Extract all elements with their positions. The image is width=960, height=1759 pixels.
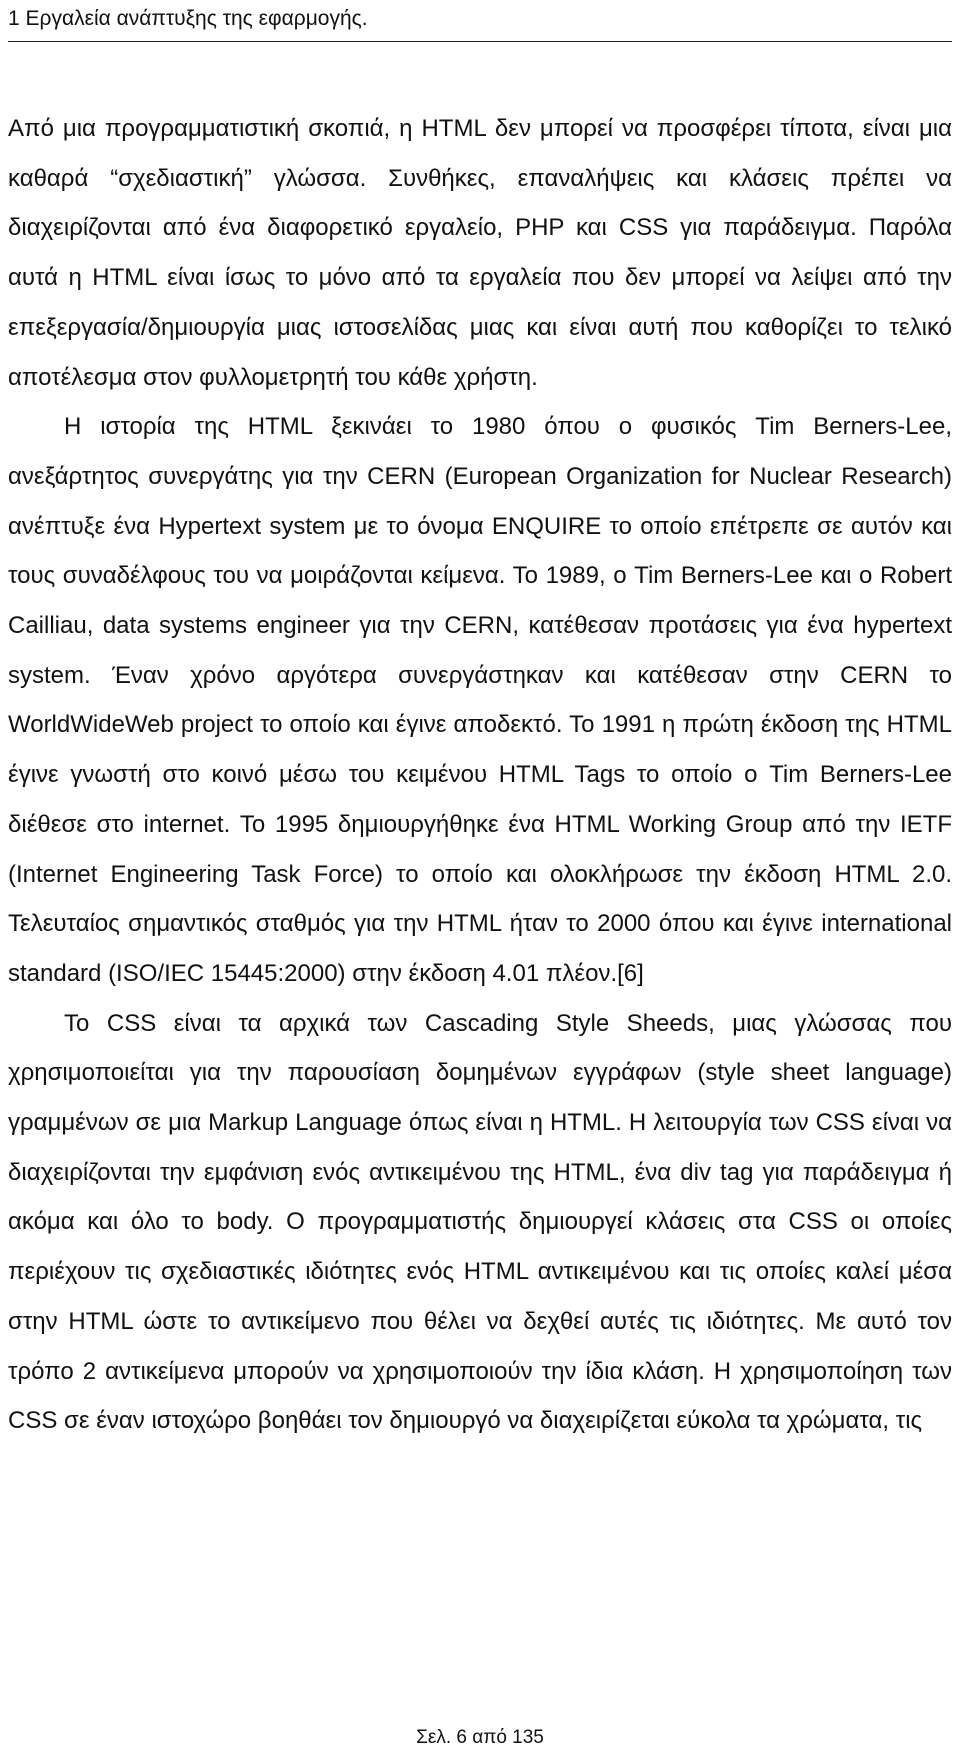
page-header bbox=[8, 0, 952, 42]
document-body bbox=[8, 104, 952, 1446]
paragraph-html-overview: Από μια προγραμματιστική σκοπιά, η HTML δεν μπορεί να προσφέρει τίποτα, είναι μια καθαρά “σχεδιαστική” γλώσσα. Συνθήκες, επαναλήψεις και κλάσεις πρέπει να διαχειρίζονται από ένα διαφορετικό εργαλείο, PHP και CSS για παράδειγμα. Παρόλα αυτά η HTML είναι ίσως το μόνο από τα εργαλεία που δεν μπορεί να λείψει από την επεξεργασία/δημιουργία μιας ιστοσελίδας μιας και είναι αυτή που καθορίζει το τελικό αποτέλεσμα στον φυλλομετρητή του κάθε χρήστη. bbox=[8, 115, 952, 391]
chapter-title: 1 Εργαλεία ανάπτυξης της εφαρμογής. bbox=[8, 7, 368, 30]
paragraph-html-history: Η ιστορία της HTML ξεκινάει το 1980 όπου ο φυσικός Tim Berners-Lee, ανεξάρτητος συνεργάτης για την CERN (European Organization for Nuclear Research) ανέπτυξε ένα Hypertext system με το όνομα ENQUIRE το οποίο επέτρεπε σε αυτόν και τους συναδέλφους του να μοιράζονται κείμενα. Το 1989, ο Tim Berners-Lee και ο Robert Cailliau, data systems engineer για την CERN, κατέθεσαν προτάσεις για ένα hypertext system. Έναν χρόνο αργότερα συνεργάστηκαν και κατέθεσαν στην CERN το WorldWideWeb project το οποίο και έγινε αποδεκτό. Το 1991 η πρώτη έκδοση της HTML έγινε γνωστή στο κοινό μέσω του κειμένου HTML Tags το οποίο ο Tim Berners-Lee διέθεσε στο internet. Το 1995 δημιουργήθηκε ένα HTML Working Group από την IETF (Internet Engineering Task Force) το οποίο και ολοκλήρωσε την έκδοση HTML 2.0. Τελευταίος σημαντικός σταθμός για την HTML ήταν το 2000 όπου και έγινε international standard (ISO/IEC 15445:2000) στην έκδοση 4.01 πλέον.[6] bbox=[8, 413, 953, 987]
paragraph-css-overview: Το CSS είναι τα αρχικά των Cascading Style Sheeds, μιας γλώσσας που χρησιμοποιείται για την παρουσίαση δομημένων εγγράφων (style sheet language) γραμμένων σε μια Markup Language όπως είναι η HTML. Η λειτουργία των CSS είναι να διαχειρίζονται την εμφάνιση ενός αντικειμένου της HTML, ένα div tag για παράδειγμα ή ακόμα και όλο το body. Ο προγραμματιστής δημιουργεί κλάσεις στα CSS οι οποίες περιέχουν τις σχεδιαστικές ιδιότητες ενός HTML αντικειμένου και τις οποίες καλεί μέσα στην HTML ώστε το αντικείμενο που θέλει να δεχθεί αυτές τις ιδιότητες. Με αυτό τον τρόπο 2 αντικείμενα μπορούν να χρησιμοποιούν την ίδια κλάση. Η χρησιμοποίηση των CSS σε έναν ιστοχώρο βοηθάει τον δημιουργό να διαχειρίζεται εύκολα τα χρώματα, τις bbox=[8, 1009, 952, 1435]
page-number: Σελ. 6 από 135 bbox=[416, 1727, 544, 1748]
